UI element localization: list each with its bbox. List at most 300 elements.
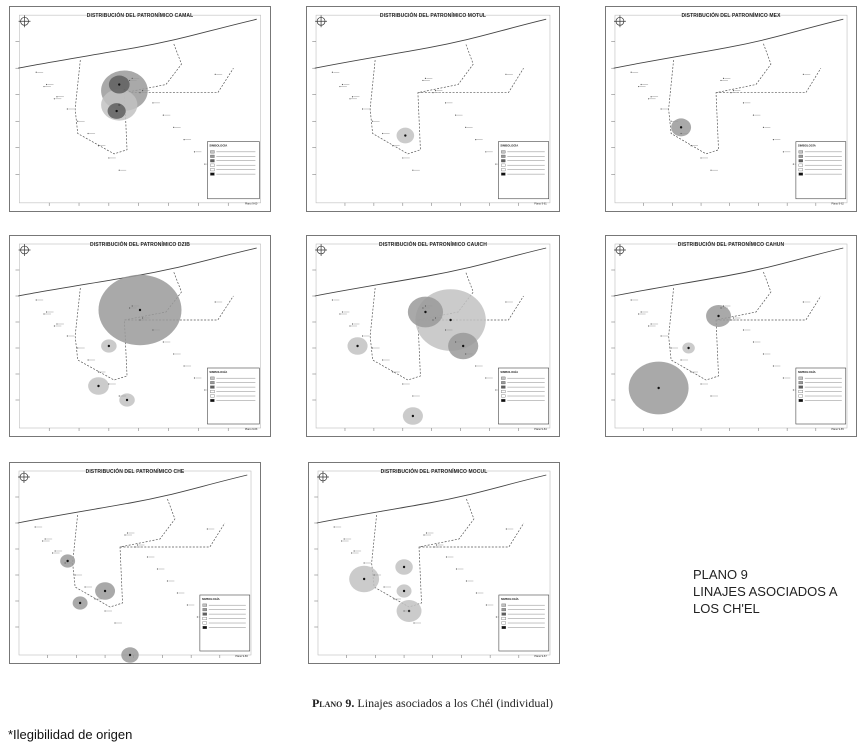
locality-point [449, 319, 451, 321]
locality-point [129, 654, 131, 656]
town-dot [392, 145, 393, 146]
town-dot [339, 313, 340, 314]
town-dot [720, 307, 721, 308]
town-dot [661, 335, 662, 336]
locality-point [403, 590, 405, 592]
town-dot [54, 325, 55, 326]
legend-swatch [799, 377, 803, 380]
town-dot [56, 96, 57, 97]
town-dot [641, 84, 642, 85]
map-dzib [10, 236, 270, 436]
town-dot [204, 389, 205, 390]
legend-swatch [501, 390, 505, 393]
map-title-che: DISTRIBUCIÓN DEL PATRONÍMICO CHE [85, 469, 185, 475]
legend-swatch [799, 390, 803, 393]
locality-point [462, 345, 464, 347]
coastline [614, 19, 844, 68]
town-dot [349, 325, 350, 326]
map-title-dzib: DISTRIBUCIÓN DEL PATRONÍMICO DZIB [90, 242, 190, 248]
legend-swatch [501, 164, 505, 167]
town-dot [466, 580, 467, 581]
town-dot [393, 598, 394, 599]
locality-point [118, 83, 120, 85]
state-boundary [669, 272, 821, 380]
legend-swatch [210, 381, 214, 384]
town-dot [403, 610, 404, 611]
locality-point [79, 602, 81, 604]
plano-number: PLANO 9 [693, 567, 748, 582]
legend-swatch [502, 613, 506, 616]
town-dot [384, 586, 385, 587]
legend-heading: SIMBOLOGÍA [201, 596, 220, 601]
town-dot [67, 108, 68, 109]
legend-swatch [799, 386, 803, 389]
town-dot [173, 353, 174, 354]
town-dot [88, 359, 89, 360]
town-dot [402, 157, 403, 158]
legend-swatch [210, 395, 214, 398]
legend-swatch [210, 390, 214, 393]
town-dot [763, 127, 764, 128]
legend-swatch [203, 604, 207, 607]
legend-swatch [203, 613, 207, 616]
legend-box [796, 142, 846, 199]
town-dot [661, 108, 662, 109]
town-dot [690, 145, 691, 146]
town-dot [495, 163, 496, 164]
town-dot [127, 532, 128, 533]
map-title-motul: DISTRIBUCIÓN DEL PATRONÍMICO MOTUL [379, 13, 487, 19]
town-dot [215, 74, 216, 75]
map-title-mex: DISTRIBUCIÓN DEL PATRONÍMICO MEX [681, 13, 781, 19]
town-dot [134, 546, 135, 547]
coastline [315, 248, 546, 296]
legend-heading: SIMBOLOGÍA [209, 369, 228, 374]
locality-point [66, 560, 68, 562]
legend-swatch [502, 617, 506, 620]
town-dot [98, 371, 99, 372]
town-dot [763, 353, 764, 354]
locality-point [139, 309, 141, 311]
town-dot [793, 163, 794, 164]
legend-swatch [501, 159, 505, 162]
town-dot [710, 170, 711, 171]
town-dot [412, 170, 413, 171]
plano-number-label: Plano 9-67 [534, 654, 547, 658]
town-dot [425, 78, 426, 79]
state-boundary [370, 44, 523, 154]
town-dot [75, 574, 76, 575]
town-dot [332, 299, 333, 300]
town-dot [455, 115, 456, 116]
town-dot [65, 562, 66, 563]
locality-point [356, 345, 358, 347]
legend-swatch [210, 164, 214, 167]
town-dot [753, 341, 754, 342]
legend-swatch [799, 168, 803, 171]
town-dot [456, 568, 457, 569]
legend-swatch [502, 622, 506, 625]
coastline [317, 475, 547, 523]
town-dot [681, 359, 682, 360]
town-dot [648, 325, 649, 326]
state-boundary [75, 44, 233, 154]
locality-point [687, 347, 689, 349]
town-dot [45, 538, 46, 539]
town-dot [743, 102, 744, 103]
legend-swatch [501, 155, 505, 158]
town-dot [374, 574, 375, 575]
legend-heading: SIMBOLOGÍA [500, 369, 519, 374]
locality-point [104, 590, 106, 592]
coastline [18, 475, 248, 523]
town-dot [36, 299, 37, 300]
town-dot [142, 90, 143, 91]
legend-swatch [502, 608, 506, 611]
map-panel-mocul[interactable] [308, 462, 560, 664]
locality-point [412, 415, 414, 417]
town-dot [124, 534, 125, 535]
town-dot [422, 307, 423, 308]
map-che [10, 463, 260, 663]
caption-text: Linajes asociados a los Chél (individual) [354, 696, 554, 710]
legend-swatch [501, 395, 505, 398]
legend-swatch [210, 399, 214, 402]
town-dot [147, 556, 148, 557]
legend-box [498, 142, 548, 199]
town-dot [173, 127, 174, 128]
town-dot [204, 163, 205, 164]
town-dot [671, 347, 672, 348]
town-dot [152, 102, 153, 103]
town-dot [631, 299, 632, 300]
legend-swatch [799, 381, 803, 384]
legend-swatch [210, 168, 214, 171]
legend-swatch [799, 395, 803, 398]
town-dot [465, 127, 466, 128]
plano-number-label: Plano 9-66 [235, 654, 248, 658]
locality-point [108, 345, 110, 347]
town-dot [36, 72, 37, 73]
town-dot [187, 604, 188, 605]
town-dot [783, 377, 784, 378]
legend-swatch [203, 626, 207, 629]
town-dot [700, 383, 701, 384]
town-dot [129, 80, 130, 81]
legend-swatch [210, 159, 214, 162]
town-dot [412, 395, 413, 396]
town-dot [413, 622, 414, 623]
town-dot [730, 319, 731, 320]
map-panel-mex[interactable] [605, 6, 857, 212]
town-dot [177, 592, 178, 593]
map-panel-motul[interactable] [306, 6, 560, 212]
legend-swatch [210, 155, 214, 158]
legend-heading: SIMBOLOGÍA [500, 596, 519, 601]
town-dot [720, 80, 721, 81]
town-dot [104, 610, 105, 611]
plano-label [693, 566, 858, 617]
town-dot [496, 616, 497, 617]
town-dot [332, 72, 333, 73]
legend-swatch [210, 173, 214, 176]
town-dot [341, 540, 342, 541]
map-mocul [309, 463, 559, 663]
town-dot [671, 121, 672, 122]
town-dot [733, 90, 734, 91]
town-dot [445, 102, 446, 103]
figure-caption [0, 696, 865, 711]
town-dot [98, 145, 99, 146]
town-dot [505, 74, 506, 75]
legend-swatch [799, 399, 803, 402]
map-title-cahun: DISTRIBUCIÓN DEL PATRONÍMICO CAHUN [677, 242, 785, 248]
town-dot [342, 84, 343, 85]
town-dot [485, 151, 486, 152]
town-dot [119, 170, 120, 171]
locality-point [717, 315, 719, 317]
town-dot [139, 319, 140, 320]
town-dot [730, 92, 731, 93]
town-dot [108, 157, 109, 158]
locality-point [126, 399, 128, 401]
town-dot [465, 353, 466, 354]
town-dot [152, 329, 153, 330]
town-dot [88, 133, 89, 134]
map-mex [606, 7, 856, 211]
coastline [315, 19, 546, 68]
town-dot [700, 157, 701, 158]
legend-swatch [501, 381, 505, 384]
town-dot [35, 526, 36, 527]
town-dot [435, 317, 436, 318]
town-dot [352, 323, 353, 324]
legend-swatch [501, 168, 505, 171]
plano-number-label: Plano 9-64 [534, 427, 547, 431]
town-dot [753, 115, 754, 116]
legend-swatch [203, 608, 207, 611]
town-dot [422, 80, 423, 81]
town-dot [339, 86, 340, 87]
locality-point [404, 134, 406, 136]
town-dot [432, 92, 433, 93]
legend-box [207, 142, 259, 199]
map-title-camal: DISTRIBUCIÓN DEL PATRONÍMICO CAMAL [86, 13, 194, 19]
town-dot [43, 313, 44, 314]
coastline [18, 19, 257, 68]
town-dot [435, 90, 436, 91]
town-dot [349, 98, 350, 99]
town-dot [648, 98, 649, 99]
legend-swatch [210, 151, 214, 154]
plano-number-label: Plano 9-63 [244, 427, 258, 431]
town-dot [55, 550, 56, 551]
legend-swatch [203, 617, 207, 620]
town-dot [351, 552, 352, 553]
town-dot [783, 151, 784, 152]
town-dot [132, 78, 133, 79]
town-dot [372, 347, 373, 348]
plano-subtitle-line2: LOS CH'EL [693, 601, 760, 616]
map-camal [10, 7, 270, 211]
legend-swatch [210, 386, 214, 389]
legend-swatch [203, 622, 207, 625]
town-dot [773, 139, 774, 140]
town-dot [475, 139, 476, 140]
town-dot [85, 586, 86, 587]
town-dot [710, 395, 711, 396]
map-panel-camal[interactable] [9, 6, 271, 212]
legend-swatch [799, 159, 803, 162]
town-dot [56, 323, 57, 324]
town-dot [42, 540, 43, 541]
town-dot [475, 365, 476, 366]
legend-swatch [502, 626, 506, 629]
locality-point [680, 126, 682, 128]
town-dot [426, 532, 427, 533]
town-dot [207, 528, 208, 529]
legend-heading: SIMBOLOGÍA [209, 143, 228, 148]
town-dot [362, 108, 363, 109]
town-dot [743, 329, 744, 330]
town-dot [495, 389, 496, 390]
town-dot [334, 526, 335, 527]
caption-number: 9. [345, 696, 355, 710]
town-dot [486, 604, 487, 605]
town-dot [506, 528, 507, 529]
town-dot [354, 550, 355, 551]
town-dot [651, 96, 652, 97]
legend-swatch [501, 151, 505, 154]
map-panel-che[interactable] [9, 462, 261, 664]
town-dot [723, 305, 724, 306]
town-dot [54, 98, 55, 99]
state-boundary [372, 499, 524, 607]
town-dot [215, 301, 216, 302]
town-dot [803, 301, 804, 302]
footnote: *Ilegibilidad de origen [8, 727, 133, 742]
town-dot [382, 133, 383, 134]
town-dot [485, 377, 486, 378]
legend-swatch [501, 173, 505, 176]
locality-point [424, 311, 426, 313]
plano-number-label: Plano 9-62 [831, 202, 844, 206]
map-title-cauich: DISTRIBUCIÓN DEL PATRONÍMICO CAUICH [379, 242, 487, 248]
town-dot [119, 395, 120, 396]
town-dot [382, 359, 383, 360]
locality-point [657, 387, 659, 389]
town-dot [94, 598, 95, 599]
town-dot [142, 317, 143, 318]
town-dot [132, 305, 133, 306]
town-dot [445, 329, 446, 330]
town-dot [364, 562, 365, 563]
legend-swatch [210, 377, 214, 380]
town-dot [129, 307, 130, 308]
town-dot [446, 556, 447, 557]
caption-prefix: Plano [311, 696, 343, 710]
town-dot [680, 133, 681, 134]
town-dot [372, 121, 373, 122]
town-dot [46, 311, 47, 312]
town-dot [77, 347, 78, 348]
town-dot [184, 139, 185, 140]
plano-number-label: Plano 9-61 [534, 202, 547, 206]
town-dot [157, 568, 158, 569]
town-dot [184, 365, 185, 366]
coastline [614, 248, 844, 296]
town-dot [651, 323, 652, 324]
map-cauich [307, 236, 559, 436]
town-dot [163, 341, 164, 342]
town-dot [67, 335, 68, 336]
town-dot [163, 115, 164, 116]
town-dot [476, 592, 477, 593]
legend-swatch [501, 377, 505, 380]
legend-swatch [799, 164, 803, 167]
town-dot [803, 74, 804, 75]
town-dot [137, 544, 138, 545]
town-dot [638, 313, 639, 314]
town-dot [433, 546, 434, 547]
town-dot [392, 371, 393, 372]
town-dot [139, 92, 140, 93]
town-dot [46, 84, 47, 85]
legend-heading: SIMBOLOGÍA [500, 143, 519, 148]
town-dot [425, 305, 426, 306]
town-dot [342, 311, 343, 312]
town-dot [194, 377, 195, 378]
town-dot [77, 121, 78, 122]
legend-heading: SIMBOLOGÍA [797, 143, 816, 148]
legend-swatch [799, 151, 803, 154]
map-panel-dzib[interactable] [9, 235, 271, 437]
map-title-mocul: DISTRIBUCIÓN DEL PATRONÍMICO MOCUL [380, 469, 488, 475]
locality-point [363, 578, 365, 580]
town-dot [52, 552, 53, 553]
town-dot [773, 365, 774, 366]
town-dot [108, 383, 109, 384]
town-dot [194, 151, 195, 152]
legend-swatch [501, 386, 505, 389]
town-dot [638, 86, 639, 87]
town-dot [197, 616, 198, 617]
town-dot [436, 544, 437, 545]
locality-point [115, 110, 117, 112]
state-boundary [669, 44, 821, 154]
town-dot [641, 311, 642, 312]
town-dot [432, 319, 433, 320]
town-dot [631, 72, 632, 73]
legend-swatch [501, 399, 505, 402]
town-dot [690, 371, 691, 372]
plano-number-label: Plano 9-65 [831, 427, 844, 431]
town-dot [352, 96, 353, 97]
town-dot [402, 383, 403, 384]
town-dot [505, 301, 506, 302]
town-dot [723, 78, 724, 79]
town-dot [344, 538, 345, 539]
map-panel-cahun[interactable] [605, 235, 857, 437]
town-dot [362, 335, 363, 336]
town-dot [167, 580, 168, 581]
town-dot [423, 534, 424, 535]
town-dot [455, 341, 456, 342]
town-dot [114, 622, 115, 623]
town-dot [733, 317, 734, 318]
legend-heading: SIMBOLOGÍA [797, 369, 816, 374]
map-panel-cauich[interactable] [306, 235, 560, 437]
